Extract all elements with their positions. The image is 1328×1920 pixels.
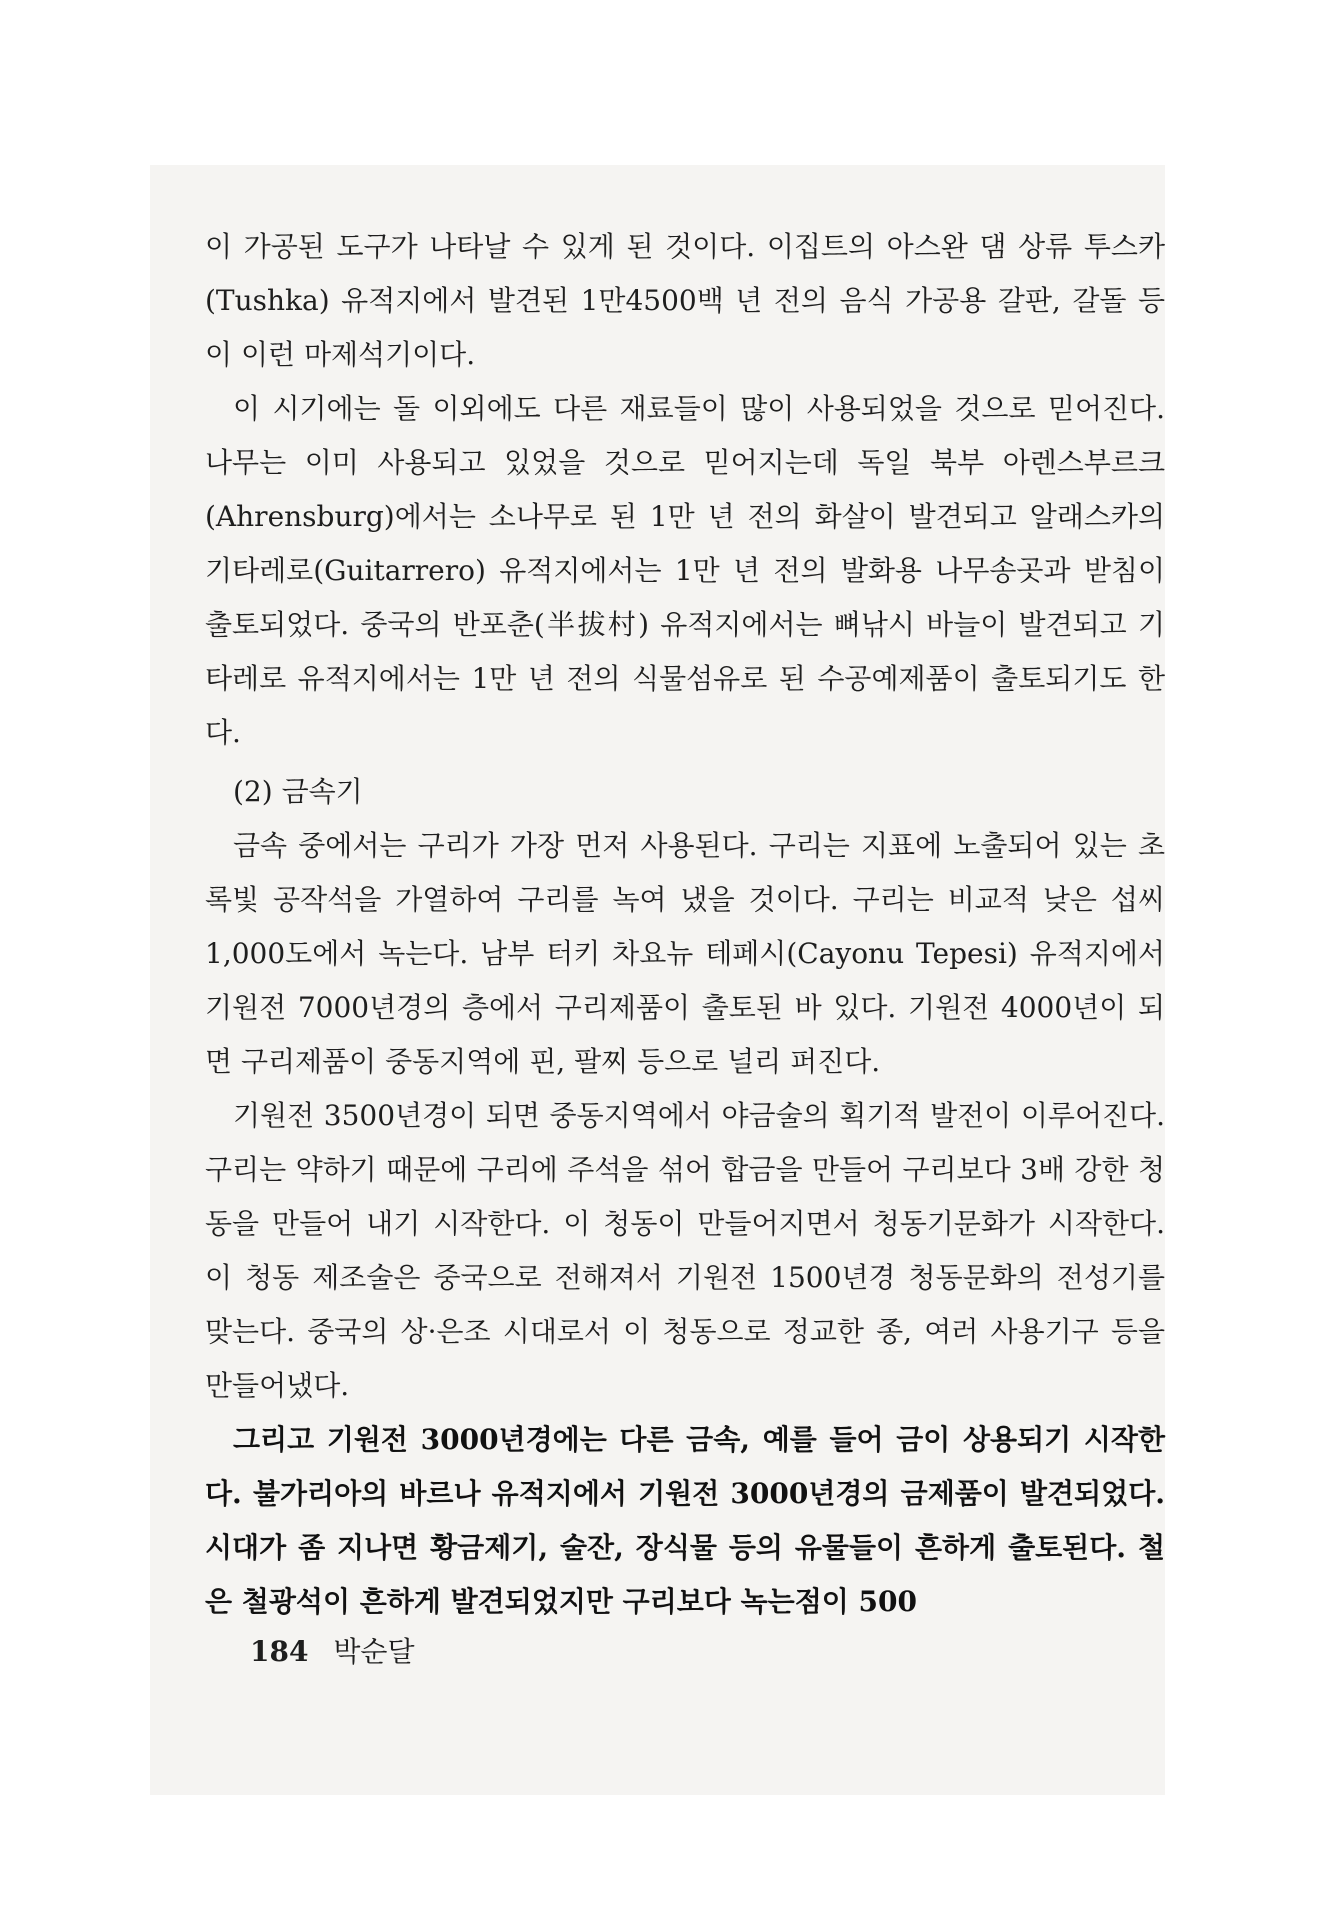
paragraph-1: 이 가공된 도구가 나타날 수 있게 된 것이다. 이집트의 아스완 댐 상류 투스카(Tushka) 유적지에서 발견된 1만4500백 년 전의 음식 가공용 갈판, 갈돌 등이 이런 마제석기이다. bbox=[205, 230, 1165, 371]
text-block-metal bbox=[205, 765, 1165, 1629]
paragraph-2: 이 시기에는 돌 이외에도 다른 재료들이 많이 사용되었을 것으로 믿어진다. 나무는 이미 사용되고 있었을 것으로 믿어지는데 독일 북부 아렌스부르크(Ahrensburg)에서는 소나무로 된 1만 년 전의 화살이 발견되고 알래스카의 기타레로(Guitarrero) 유적지에서는 1만 년 전의 발화용 나무송곳과 받침이 출토되었다. 중국의 반포춘(半拔村) 유적지에서는 뼈낚시 바늘이 발견되고 기타레로 유적지에서는 1만 년 전의 식물섬유로 된 수공예제품이 출토되기도 한다. bbox=[205, 392, 1165, 749]
text-block-top bbox=[205, 220, 1165, 760]
paragraph-4: 기원전 3500년경이 되면 중동지역에서 야금술의 획기적 발전이 이루어진다. 구리는 약하기 때문에 구리에 주석을 섞어 합금을 만들어 구리보다 3배 강한 청동을 만들어 내기 시작한다. 이 청동이 만들어지면서 청동기문화가 시작한다. 이 청동 제조술은 중국으로 전해져서 기원전 1500년경 청동문화의 전성기를 맞는다. 중국의 상·은조 시대로서 이 청동으로 정교한 종, 여러 사용기구 등을 만들어냈다. bbox=[205, 1099, 1165, 1402]
page-number: 184 bbox=[250, 1635, 309, 1668]
page-footer bbox=[250, 1630, 415, 1670]
paragraph-5: 그리고 기원전 3000년경에는 다른 금속, 예를 들어 금이 상용되기 시작한다. 불가리아의 바르나 유적지에서 기원전 3000년경의 금제품이 발견되었다. 시대가 좀 지나면 황금제기, 술잔, 장식물 등의 유물들이 흔하게 출토된다. 철은 철광석이 흔하게 발견되었지만 구리보다 녹는점이 500 bbox=[205, 1423, 1165, 1618]
paragraph-3: 금속 중에서는 구리가 가장 먼저 사용된다. 구리는 지표에 노출되어 있는 초록빛 공작석을 가열하여 구리를 녹여 냈을 것이다. 구리는 비교적 낮은 섭씨 1,000도에서 녹는다. 남부 터키 차요뉴 테페시(Cayonu Tepesi) 유적지에서 기원전 7000년경의 층에서 구리제품이 출토된 바 있다. 기원전 4000년이 되면 구리제품이 중동지역에 핀, 팔찌 등으로 널리 퍼진다. bbox=[205, 829, 1165, 1078]
section-heading: (2) 금속기 bbox=[233, 775, 363, 808]
author-name: 박순달 bbox=[333, 1635, 415, 1668]
